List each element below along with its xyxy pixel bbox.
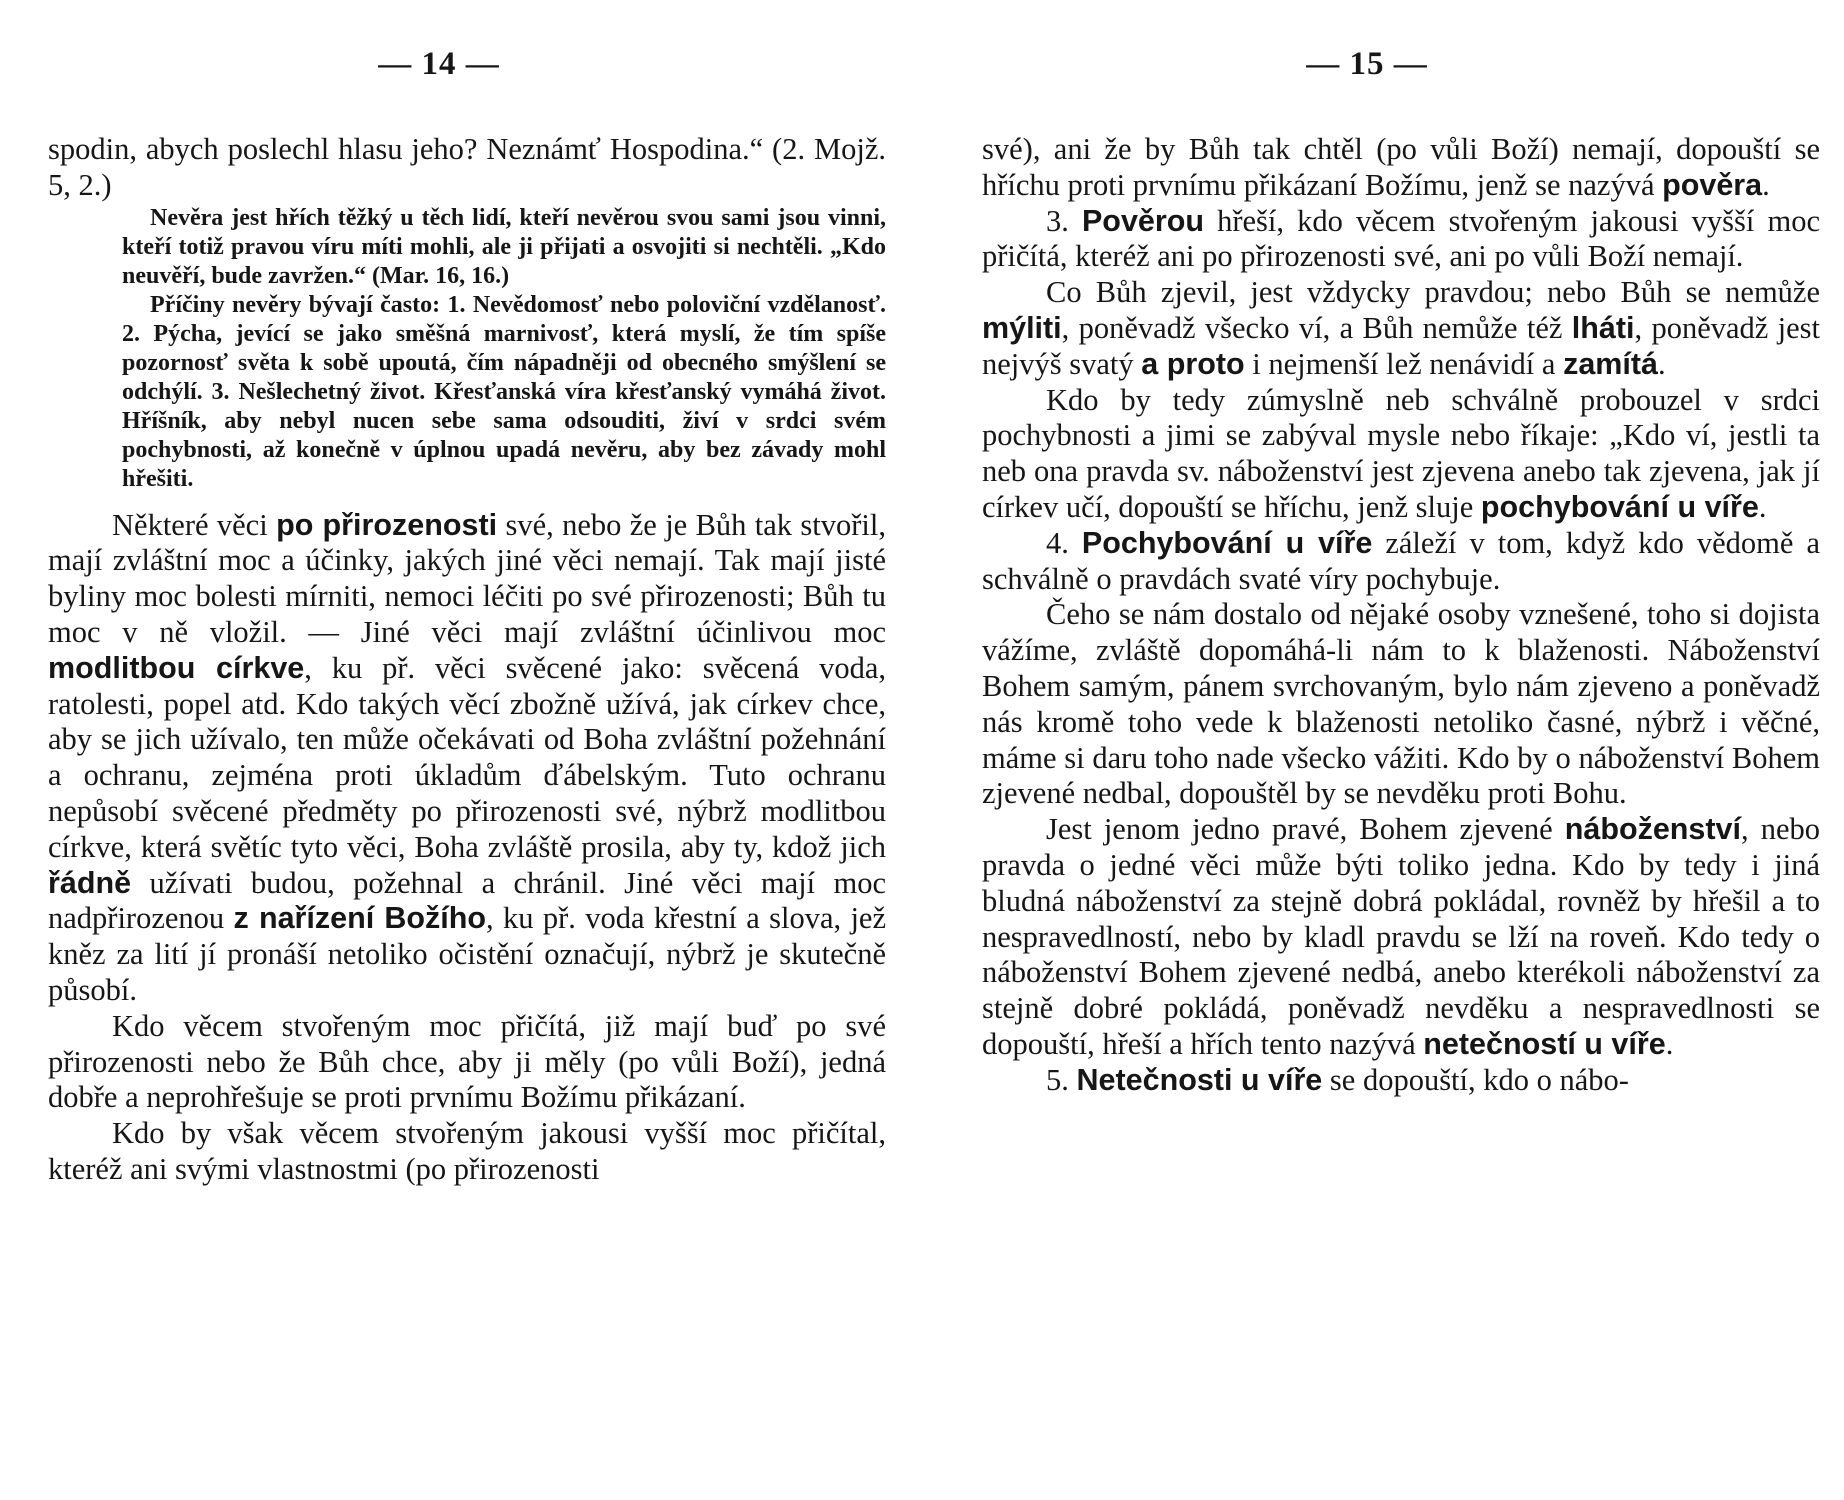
page-number: — 14 — <box>378 46 500 82</box>
paragraph: své), ani že by Bůh tak chtěl (po vůli Boží) nemají, dopouští se hříchu proti prvnímu přikázaní Božímu, jenž se nazývá pověra. <box>982 132 1820 202</box>
paragraph: Některé věci po přirozenosti své, nebo že je Bůh tak stvořil, mají zvláštní moc a účinky, jakých jiné věci nemají. Tak mají jisté byliny moc bolesti mírniti, nemoci léčiti po své přirozenosti; Bůh tu moc v ně vložil. — Jiné věci mají zvláštní účinlivou moc modlitbou církve, ku př. věci svěcené jako: svěcená voda, ratolesti, popel atd. Kdo takých věcí zbožně užívá, jak církev chce, aby se jich užívalo, ten může očekávati od Boha zvláštní požehnání a ochranu, zejména proti úkladům ďábelským. Tuto ochranu nepůsobí svěcené předměty po přirozenosti své, nýbrž modlitbou církve, která světíc tyto věci, Boha zvláště prosila, aby ty, kdož jich řádně užívati budou, požehnal a chránil. Jiné věci mají moc nadpřirozenou z nařízení Božího, ku př. voda křestní a slova, jež kněz za lití jí pronáší netoliko očistění označují, nýbrž je skutečně působí. <box>48 507 887 1007</box>
small-print-note: Nevěra jest hřích těžký u těch lidí, kteří nevěrou svou sami jsou vinni, kteří totiž pravou víru míti mohli, ale ji přijati a osvojiti si nechtěli. „Kdo neuvěří, bude zavržen.“ (Mar. 16, 16.) <box>122 204 887 289</box>
paragraph: 3. Pověrou hřeší, kdo věcem stvořeným jakousi vyšší moc přičítá, kteréž ani po přirozenosti své, ani po vůli Boží nemají. <box>982 203 1820 274</box>
paragraph: Jest jenom jedno pravé, Bohem zjevené náboženství, nebo pravda o jedné věci může býti toliko jedna. Kdo by tedy i jiná bludná náboženství za stejně dobrá pokládal, rovněž by hřešil a to nespravedlností, nebo by kladl pravdu se lží na roveň. Kdo tedy o náboženství Bohem zjevené nedbá, anebo kterékoli náboženství za stejně dobré pokládá, poněvadž nevděku a nespravedlnosti se dopouští, hřeší a hřích tento nazývá netečností u víře. <box>982 812 1820 1061</box>
small-print-note: Příčiny nevěry bývají často: 1. Nevědomosť nebo poloviční vzdělanosť. 2. Pýcha, jevící se jako směšná marnivosť, která myslí, že tím spíše pozornosť světa k sobě upoutá, čím nápadněji od obecného smýšlení se odchýlí. 3. Nešlechetný život. Křesťanská víra křesťanský vymáhá život. Hříšník, aby nebyl nucen sebe sama odsouditi, živí v srdci svém pochybnosti, až konečně v úplnou upadá nevěru, aby bez závady mohl hřešiti. <box>122 291 886 492</box>
paragraph: Kdo by tedy zúmyslně neb schválně probouzel v srdci pochybnosti a jimi se zabýval mysle nebo říkaje: „Kdo ví, jestli ta neb ona pravda sv. náboženství jest zjevena anebo tak zjevena, jak jí církev učí, dopouští se hříchu, jenž sluje pochybování u víře. <box>982 382 1820 524</box>
right-page <box>922 0 1844 1500</box>
paragraph: spodin, abych poslechl hlasu jeho? Neznámť Hospodina.“ (2. Mojž. 5, 2.) <box>48 132 886 202</box>
page-number: — 15 — <box>1306 46 1428 82</box>
paragraph: Kdo by však věcem stvořeným jakousi vyšší moc přičítal, kteréž ani svými vlastnostmi (po přirozenosti <box>48 1116 886 1186</box>
paragraph: 5. Netečnosti u víře se dopouští, kdo o nábo- <box>1046 1062 1629 1097</box>
left-page-text <box>48 132 886 1188</box>
paragraph: Čeho se nám dostalo od nějaké osoby vznešené, toho si dojista vážíme, zvláště dopomáhá-li nám to k blaženosti. Náboženství Bohem samým, pánem svrchovaným, bylo nám zjeveno a poněvadž nás kromě toho vede k blaženosti netoliko časné, nýbrž i věčné, máme si daru toho nade všecko vážiti. Kdo by o náboženství Bohem zjevené nedbal, dopouštěl by se nevděku proti Bohu. <box>982 597 1820 811</box>
paragraph: Kdo věcem stvořeným moc přičítá, již mají buď po své přirozenosti nebo že Bůh chce, aby ji měly (po vůli Boží), jedná dobře a neprohřešuje se proti prvnímu Božímu přikázaní. <box>48 1008 886 1115</box>
paragraph: Co Bůh zjevil, jest vždycky pravdou; nebo Bůh se nemůže mýliti, poněvadž všecko ví, a Bůh nemůže též lháti, poněvadž jest nejvýš svatý a proto i nejmenší lež nenávidí a zamítá. <box>982 275 1821 381</box>
paragraph: 4. Pochybování u víře záleží v tom, když kdo vědomě a schválně o pravdách svaté víry pochybuje. <box>982 525 1820 596</box>
right-page-text <box>982 132 1820 1099</box>
